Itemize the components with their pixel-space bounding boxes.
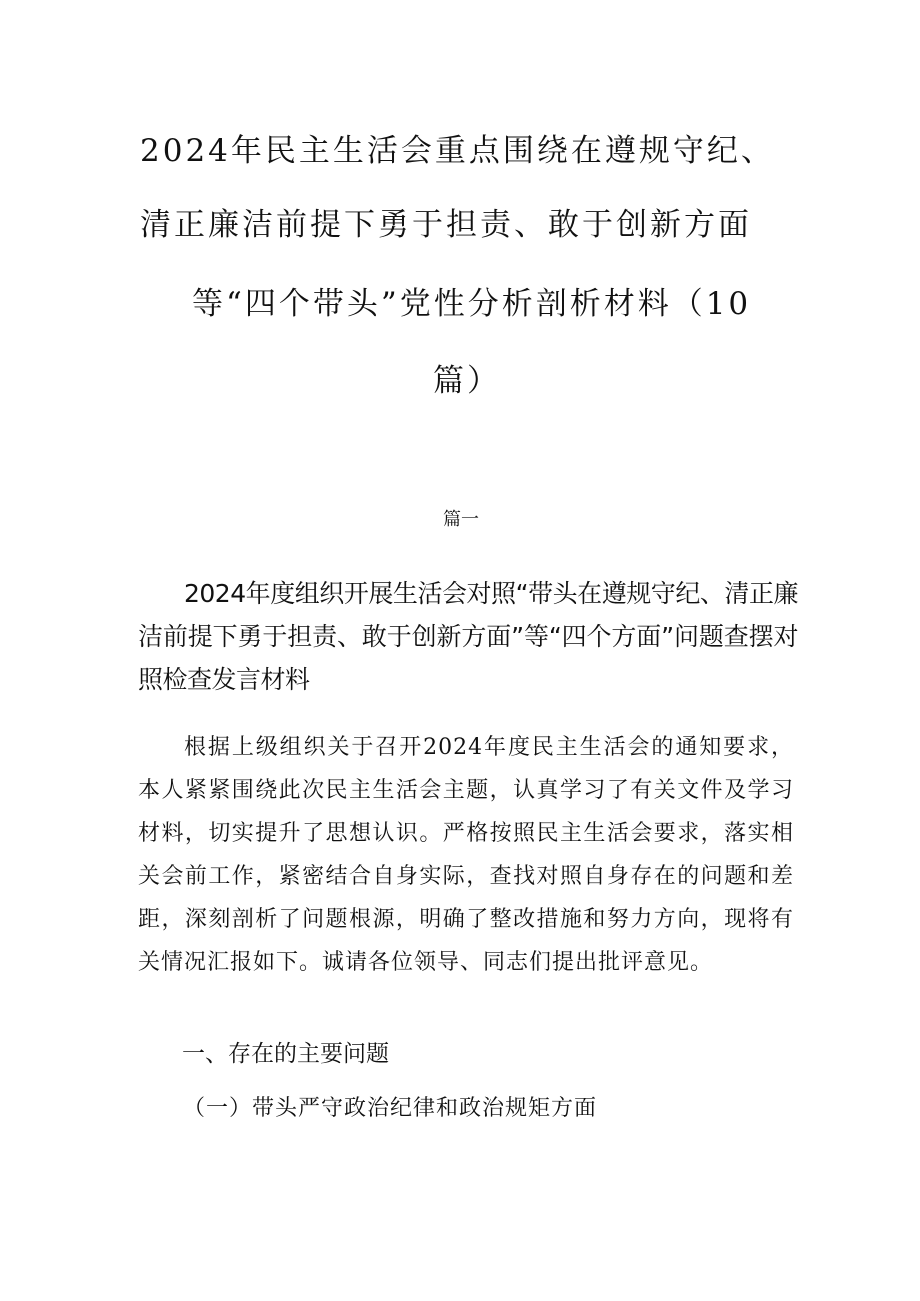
section-heading: 一、存在的主要问题 [182,1041,389,1067]
document-title-line-1: 2024年民主生活会重点围绕在遵规守纪、 [140,133,775,169]
chapter-label: 篇一 [443,509,479,530]
document-title-line-3: 等“四个带头”党性分析剖析材料（10 [192,286,752,322]
document-title-line-4: 篇） [433,363,501,399]
document-title-line-2: 清正廉洁前提下勇于担责、敢于创新方面 [140,207,752,243]
section-subtitle: 2024年度组织开展生活会对照“带头在遵规守纪、清正廉洁前提下勇于担责、敢于创新方面”等“四个方面”问题查摆对照检查发言材料 [138,579,798,694]
intro-paragraph: 根据上级组织关于召开2024年度民主生活会的通知要求，本人紧紧围绕此次民主生活会主题，认真学习了有关文件及学习材料，切实提升了思想认识。严格按照民主生活会要求，落实相关会前工作，紧密结合自身实际，查找对照自身存在的问题和差距，深刻剖析了问题根源，明确了整改措施和努力方向，现将有关情况汇报如下。诚请各位领导、同志们提出批评意见。 [138,735,794,975]
subsection-heading: （一）带头严守政治纪律和政治规矩方面 [183,1096,598,1121]
